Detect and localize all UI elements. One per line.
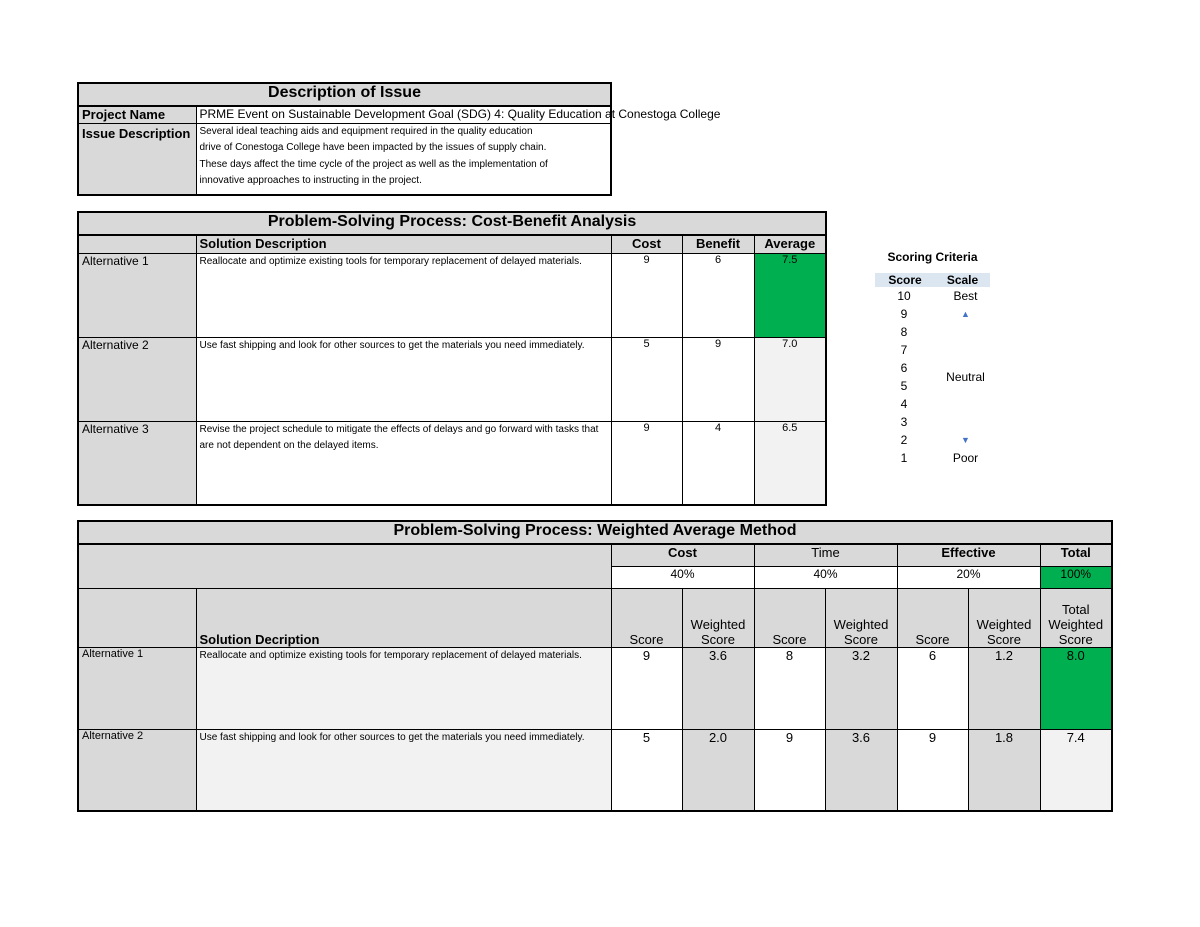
score-value: 6 (900, 361, 908, 375)
wam-subheader-weighted (825, 588, 897, 647)
wam-time-weighted: 3.6 (825, 729, 897, 811)
weighted-label: Weighted (833, 616, 889, 632)
cba-title: Problem-Solving Process: Cost-Benefit Analysis (78, 212, 826, 235)
cba-alt-average: 6.5 (754, 421, 826, 505)
wam-subheader-score: Score (754, 588, 825, 647)
wam-alt-desc: Reallocate and optimize existing tools for temporary replacement of delayed materials. (196, 647, 611, 729)
score-value: 5 (900, 379, 908, 393)
wam-weight-effective: 20% (897, 566, 1040, 588)
scoring-row (870, 359, 995, 384)
cba-alt-benefit: 9 (682, 337, 754, 421)
scoring-title: Scoring Criteria (887, 250, 978, 264)
cba-alt-benefit: 4 (682, 421, 754, 505)
scoring-criteria (870, 250, 995, 467)
cba-alt-cost: 9 (611, 421, 682, 505)
total-label: Score (1058, 631, 1093, 647)
wam-alt-desc: Use fast shipping and look for other sources to get the materials you need immediately. (196, 729, 611, 811)
wam-group-time: Time (754, 544, 897, 566)
project-name-label: Project Name (78, 106, 196, 123)
wam-subheader-solution: Solution Decription (196, 588, 611, 647)
weighted-label: Weighted (976, 616, 1032, 632)
wam-cost-weighted: 3.6 (682, 647, 754, 729)
cba-header-blank (78, 235, 196, 253)
wam-header-blank (78, 544, 611, 588)
cba-header-average: Average (754, 235, 826, 253)
issue-line: Several ideal teaching aids and equipment required in the quality education (199, 125, 533, 137)
wam-eff-score: 6 (897, 647, 968, 729)
wam-cost-score: 5 (611, 729, 682, 811)
cba-alt-benefit: 6 (682, 253, 754, 337)
wam-weight-time: 40% (754, 566, 897, 588)
wam-group-cost: Cost (611, 544, 754, 566)
cba-header-benefit: Benefit (682, 235, 754, 253)
weighted-label: Score (987, 631, 1021, 647)
cba-alt-cost: 5 (611, 337, 682, 421)
scoring-scale-header: Scale (946, 273, 979, 287)
score-value: 3 (900, 415, 908, 429)
wam-subheader-total (1040, 588, 1112, 647)
scoring-row (870, 287, 995, 305)
issue-description-label: Issue Description (78, 123, 196, 195)
wam-cost-weighted: 2.0 (682, 729, 754, 811)
cba-alt-name: Alternative 2 (78, 337, 196, 421)
weighted-label: Score (701, 631, 735, 647)
wam-group-effective: Effective (897, 544, 1040, 566)
total-label: Weighted (1048, 616, 1104, 632)
issue-line: These days affect the time cycle of the project as well as the implementation of (199, 158, 548, 170)
down-arrow-icon: ▼ (961, 435, 970, 445)
weighted-label: Score (844, 631, 878, 647)
score-value: 4 (900, 397, 908, 411)
description-of-issue-table (77, 82, 721, 196)
wam-subheader-score: Score (611, 588, 682, 647)
scoring-row (870, 341, 995, 359)
score-value: 10 (897, 289, 911, 303)
score-value: 9 (900, 307, 908, 321)
cba-alt-desc: Use fast shipping and look for other sources to get the materials you need immediately. (196, 337, 611, 421)
cba-header-solution: Solution Description (196, 235, 611, 253)
scoring-score-header: Score (888, 273, 922, 287)
score-value: 7 (900, 343, 908, 357)
wam-time-score: 8 (754, 647, 825, 729)
wam-subheader-score: Score (897, 588, 968, 647)
issue-line: drive of Conestoga College have been impacted by the issues of supply chain. (199, 142, 547, 153)
wam-subheader-weighted (682, 588, 754, 647)
description-title: Description of Issue (78, 83, 611, 106)
cba-alt-average: 7.0 (754, 337, 826, 421)
cba-alt-name: Alternative 1 (78, 253, 196, 337)
scale-best: Best (953, 289, 978, 303)
scoring-row (870, 305, 995, 323)
wam-subheader-blank (78, 588, 196, 647)
weighted-average-table (77, 520, 1113, 812)
cba-alt-name: Alternative 3 (78, 421, 196, 505)
scale-neutral: Neutral (946, 370, 985, 384)
wam-title: Problem-Solving Process: Weighted Average Method (78, 521, 1112, 544)
cba-alt-cost: 9 (611, 253, 682, 337)
wam-weight-total: 100% (1040, 566, 1112, 588)
wam-time-weighted: 3.2 (825, 647, 897, 729)
weighted-label: Weighted (690, 616, 746, 632)
wam-cost-score: 9 (611, 647, 682, 729)
wam-group-total: Total (1040, 544, 1112, 566)
wam-eff-weighted: 1.2 (968, 647, 1040, 729)
cba-header-cost: Cost (611, 235, 682, 253)
total-label: Total (1062, 601, 1090, 617)
wam-subheader-weighted (968, 588, 1040, 647)
cba-alt-desc: Reallocate and optimize existing tools for temporary replacement of delayed materials. (196, 253, 611, 337)
scoring-row (870, 431, 995, 449)
cba-alt-average: 7.5 (754, 253, 826, 337)
scoring-row (870, 413, 995, 431)
wam-alt-name: Alternative 2 (78, 729, 196, 811)
scoring-row (870, 449, 995, 467)
wam-weight-cost: 40% (611, 566, 754, 588)
wam-eff-weighted: 1.8 (968, 729, 1040, 811)
wam-total: 8.0 (1040, 647, 1112, 729)
wam-eff-score: 9 (897, 729, 968, 811)
score-value: 1 (900, 451, 908, 465)
wam-total: 7.4 (1040, 729, 1112, 811)
issue-description-value (196, 123, 611, 195)
scoring-row (870, 323, 995, 341)
score-value: 2 (900, 433, 908, 447)
scoring-header (875, 273, 990, 287)
cost-benefit-table (77, 211, 827, 506)
issue-line: innovative approaches to instructing in the project. (199, 175, 422, 186)
wam-time-score: 9 (754, 729, 825, 811)
scale-poor: Poor (952, 451, 979, 465)
up-arrow-icon: ▲ (961, 309, 970, 319)
scoring-row (870, 395, 995, 413)
cba-alt-desc: Revise the project schedule to mitigate the effects of delays and go forward with tasks that are not dependent on the delayed items. (196, 421, 611, 505)
score-value: 8 (900, 325, 908, 339)
project-name-value: PRME Event on Sustainable Development Goal (SDG) 4: Quality Education at Conestoga College (196, 106, 611, 123)
wam-alt-name: Alternative 1 (78, 647, 196, 729)
